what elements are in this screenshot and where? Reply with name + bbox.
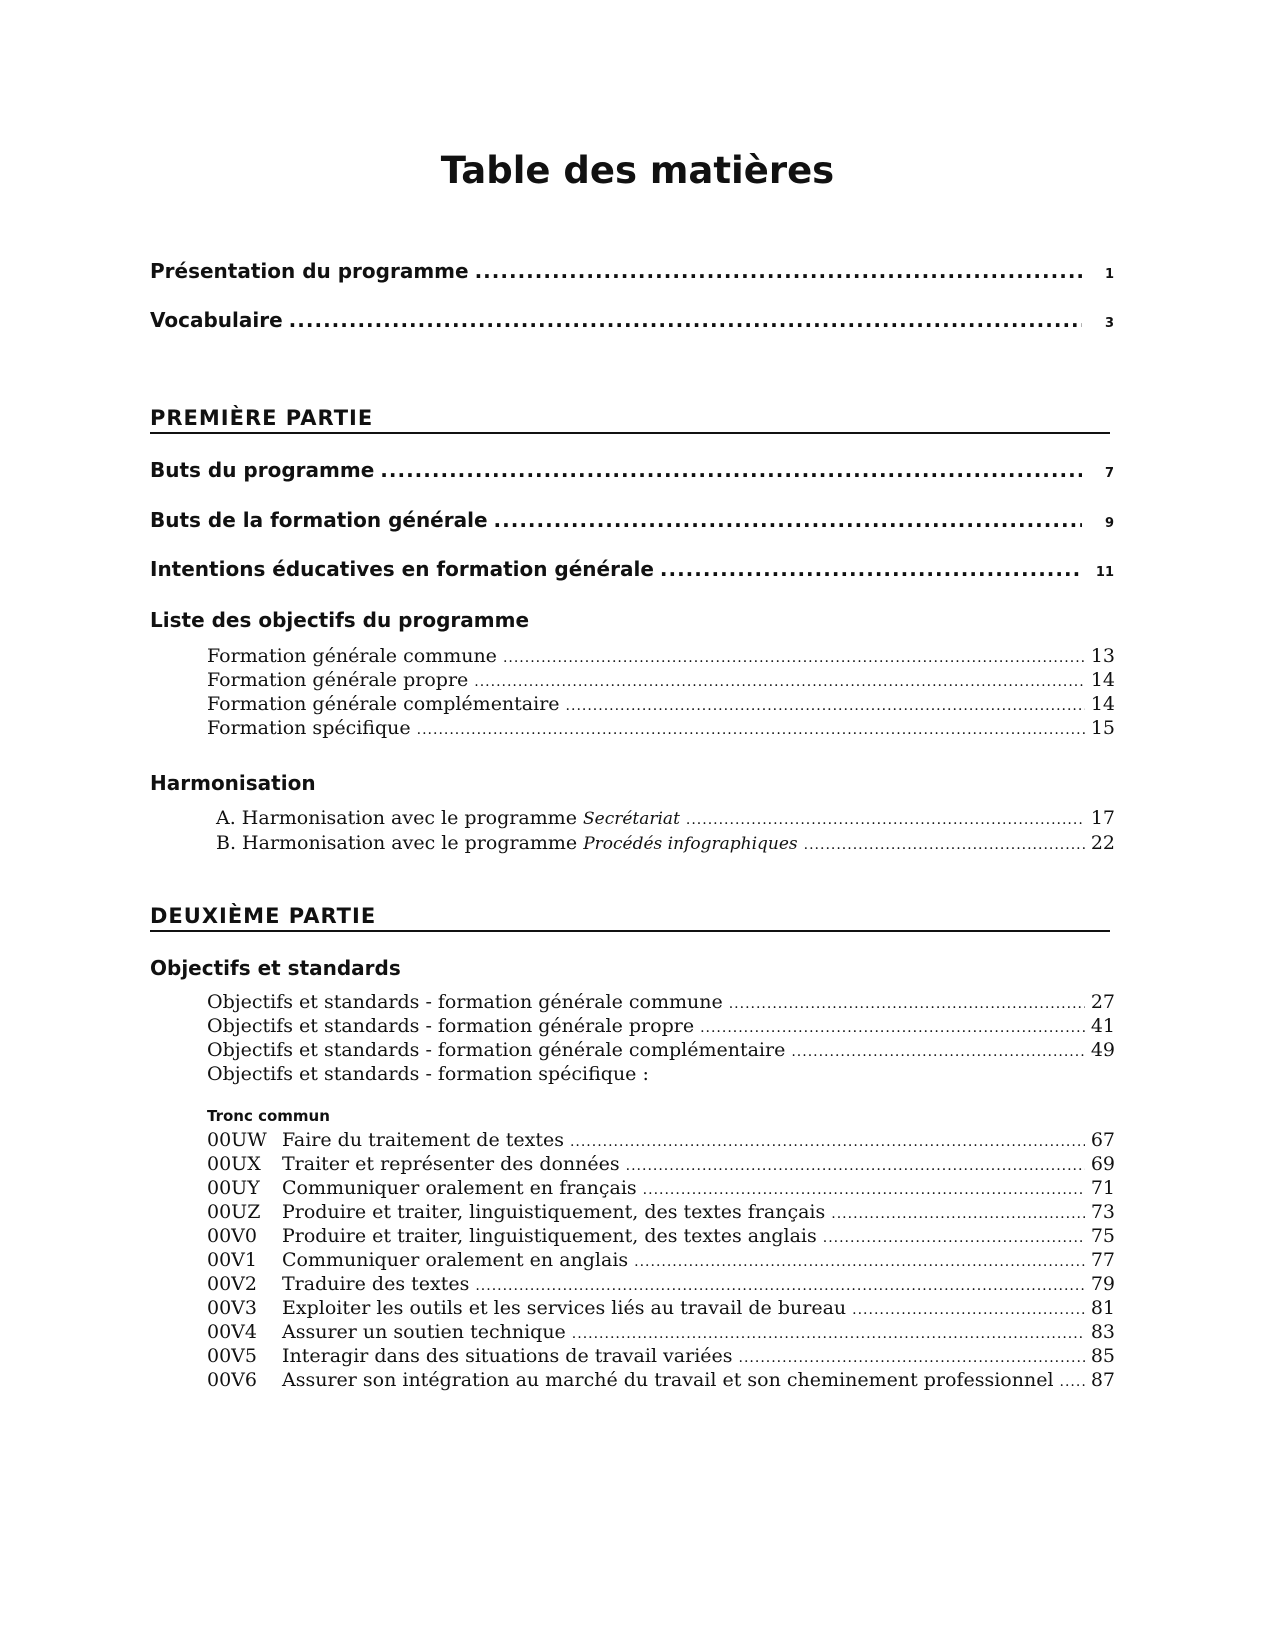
dot-leader <box>475 258 1082 284</box>
dot-leader <box>572 1322 1085 1346</box>
toc-course-entry[interactable] <box>207 1296 1115 1322</box>
toc-subentry[interactable] <box>207 1014 1115 1040</box>
course-title: Assurer un soutien technique <box>282 1321 566 1343</box>
course-title: Communiquer oralement en français <box>282 1177 637 1199</box>
dot-leader <box>1060 1370 1085 1394</box>
course-title: Assurer son intégration au marché du travail et son cheminement professionnel <box>282 1369 1054 1391</box>
toc-entry-page: 1 <box>1104 267 1114 282</box>
toc-course-entry[interactable] <box>207 1368 1115 1394</box>
section-heading-standards: Objectifs et standards <box>150 956 401 980</box>
program-name: Secrétariat <box>582 809 680 829</box>
course-code: 00V0 <box>207 1225 257 1247</box>
toc-entry-label: Présentation du programme <box>150 259 469 283</box>
toc-entry-label: B. Harmonisation avec le programme Procédés infographiques <box>216 832 798 854</box>
course-page: 87 <box>1090 1369 1115 1391</box>
dot-leader <box>380 457 1082 483</box>
dot-leader <box>729 992 1085 1016</box>
dot-leader <box>660 556 1082 582</box>
toc-entry-intentions[interactable] <box>150 556 1114 586</box>
toc-entry-page: 14 <box>1090 693 1115 715</box>
toc-subentry[interactable] <box>207 716 1115 742</box>
dot-leader <box>475 1274 1084 1298</box>
toc-entry-label: Vocabulaire <box>150 308 283 332</box>
toc-entry-label: Buts de la formation générale <box>150 508 488 532</box>
toc-entry-vocabulaire[interactable] <box>150 307 1114 337</box>
section-heading-objectifs: Liste des objectifs du programme <box>150 608 530 632</box>
dot-leader <box>852 1298 1085 1322</box>
part-heading-2: DEUXIÈME PARTIE <box>150 902 1110 932</box>
toc-course-entry[interactable] <box>207 1272 1115 1298</box>
toc-course-entry[interactable] <box>207 1152 1115 1178</box>
dot-leader <box>739 1346 1085 1370</box>
course-code: 00V5 <box>207 1345 257 1367</box>
toc-course-entry[interactable] <box>207 1224 1115 1250</box>
toc-course-entry[interactable] <box>207 1128 1115 1154</box>
course-code: 00V2 <box>207 1273 257 1295</box>
toc-entry-label: Objectifs et standards - formation générale complémentaire <box>207 1039 786 1061</box>
course-code: 00UZ <box>207 1201 261 1223</box>
toc-entry-page: 27 <box>1090 991 1115 1013</box>
toc-entry-page: 15 <box>1090 717 1115 739</box>
toc-entry-page: 22 <box>1090 832 1115 854</box>
toc-subentry-harmonisation-b[interactable] <box>216 831 1115 857</box>
toc-entry-page: 11 <box>1095 565 1114 580</box>
course-page: 73 <box>1090 1201 1115 1223</box>
page-title: Table des matières <box>440 149 835 192</box>
dot-leader <box>643 1178 1085 1202</box>
toc-entry-label: Buts du programme <box>150 458 375 482</box>
dot-leader <box>503 646 1085 670</box>
course-title: Interagir dans des situations de travail variées <box>282 1345 733 1367</box>
course-page: 75 <box>1090 1225 1115 1247</box>
course-title: Communiquer oralement en anglais <box>282 1249 629 1271</box>
dot-leader <box>494 507 1082 533</box>
dot-leader <box>823 1226 1085 1250</box>
toc-entry-page: 9 <box>1104 516 1114 531</box>
section-heading-harmonisation: Harmonisation <box>150 771 316 795</box>
toc-entry-page: 13 <box>1090 645 1115 667</box>
dot-leader <box>417 718 1085 742</box>
toc-entry-label: Objectifs et standards - formation spécifique : <box>207 1063 649 1085</box>
toc-entry-page: 49 <box>1090 1039 1115 1061</box>
toc-entry-buts-programme[interactable] <box>150 457 1114 487</box>
dot-leader <box>289 307 1082 333</box>
dot-leader <box>474 670 1085 694</box>
toc-course-entry[interactable] <box>207 1320 1115 1346</box>
toc-course-entry[interactable] <box>207 1344 1115 1370</box>
toc-course-entry[interactable] <box>207 1200 1115 1226</box>
course-code: 00UW <box>207 1129 267 1151</box>
toc-entry-label: Objectifs et standards - formation générale propre <box>207 1015 695 1037</box>
course-title: Exploiter les outils et les services liés au travail de bureau <box>282 1297 847 1319</box>
toc-entry-label: Formation générale commune <box>207 645 497 667</box>
toc-entry-label: Formation générale complémentaire <box>207 693 560 715</box>
course-title: Traiter et représenter des données <box>282 1153 620 1175</box>
course-code: 00V1 <box>207 1249 257 1271</box>
toc-entry-buts-formation[interactable] <box>150 507 1114 537</box>
course-code: 00UX <box>207 1153 261 1175</box>
toc-entry-label: A. Harmonisation avec le programme Secrétariat <box>216 807 680 829</box>
course-title: Traduire des textes <box>282 1273 470 1295</box>
toc-entry-label: Formation générale propre <box>207 669 469 691</box>
toc-entry-page: 41 <box>1090 1015 1115 1037</box>
toc-entry-page: 17 <box>1090 807 1115 829</box>
dot-leader <box>570 1130 1085 1154</box>
course-page: 83 <box>1090 1321 1115 1343</box>
toc-entry-page: 3 <box>1104 316 1114 331</box>
toc-course-entry[interactable] <box>207 1176 1115 1202</box>
course-title: Produire et traiter, linguistiquement, des textes français <box>282 1201 826 1223</box>
course-page: 71 <box>1090 1177 1115 1199</box>
course-title: Produire et traiter, linguistiquement, des textes anglais <box>282 1225 817 1247</box>
program-name: Procédés infographiques <box>583 834 798 854</box>
course-page: 69 <box>1090 1153 1115 1175</box>
toc-entry-presentation[interactable] <box>150 258 1114 288</box>
course-page: 81 <box>1090 1297 1115 1319</box>
dot-leader <box>626 1154 1085 1178</box>
toc-entry-page: 14 <box>1090 669 1115 691</box>
course-page: 85 <box>1090 1345 1115 1367</box>
toc-subentry[interactable] <box>207 644 1115 670</box>
toc-subentry-harmonisation-a[interactable] <box>216 806 1115 832</box>
toc-entry-page: 7 <box>1104 466 1114 481</box>
course-code: 00V3 <box>207 1297 257 1319</box>
dot-leader <box>700 1016 1085 1040</box>
dot-leader <box>686 808 1085 832</box>
course-page: 77 <box>1090 1249 1115 1271</box>
course-code: 00V6 <box>207 1369 257 1391</box>
course-code: 00UY <box>207 1177 260 1199</box>
toc-entry-label: Objectifs et standards - formation générale commune <box>207 991 723 1013</box>
subsection-heading-tronc-commun: Tronc commun <box>207 1107 330 1125</box>
toc-entry-label: Formation spécifique <box>207 717 411 739</box>
dot-leader <box>566 694 1085 718</box>
toc-subentry-specific <box>207 1062 1115 1086</box>
course-title: Faire du traitement de textes <box>282 1129 564 1151</box>
course-page: 67 <box>1090 1129 1115 1151</box>
toc-subentry[interactable] <box>207 668 1115 694</box>
toc-subentry[interactable] <box>207 1038 1115 1064</box>
part-heading-1: PREMIÈRE PARTIE <box>150 404 1110 434</box>
toc-entry-label: Intentions éducatives en formation générale <box>150 557 654 581</box>
course-page: 79 <box>1090 1273 1115 1295</box>
course-code: 00V4 <box>207 1321 257 1343</box>
toc-subentry[interactable] <box>207 692 1115 718</box>
dot-leader <box>791 1040 1084 1064</box>
dot-leader <box>804 833 1085 857</box>
toc-course-entry[interactable] <box>207 1248 1115 1274</box>
dot-leader <box>831 1202 1085 1226</box>
dot-leader <box>634 1250 1085 1274</box>
toc-subentry[interactable] <box>207 990 1115 1016</box>
